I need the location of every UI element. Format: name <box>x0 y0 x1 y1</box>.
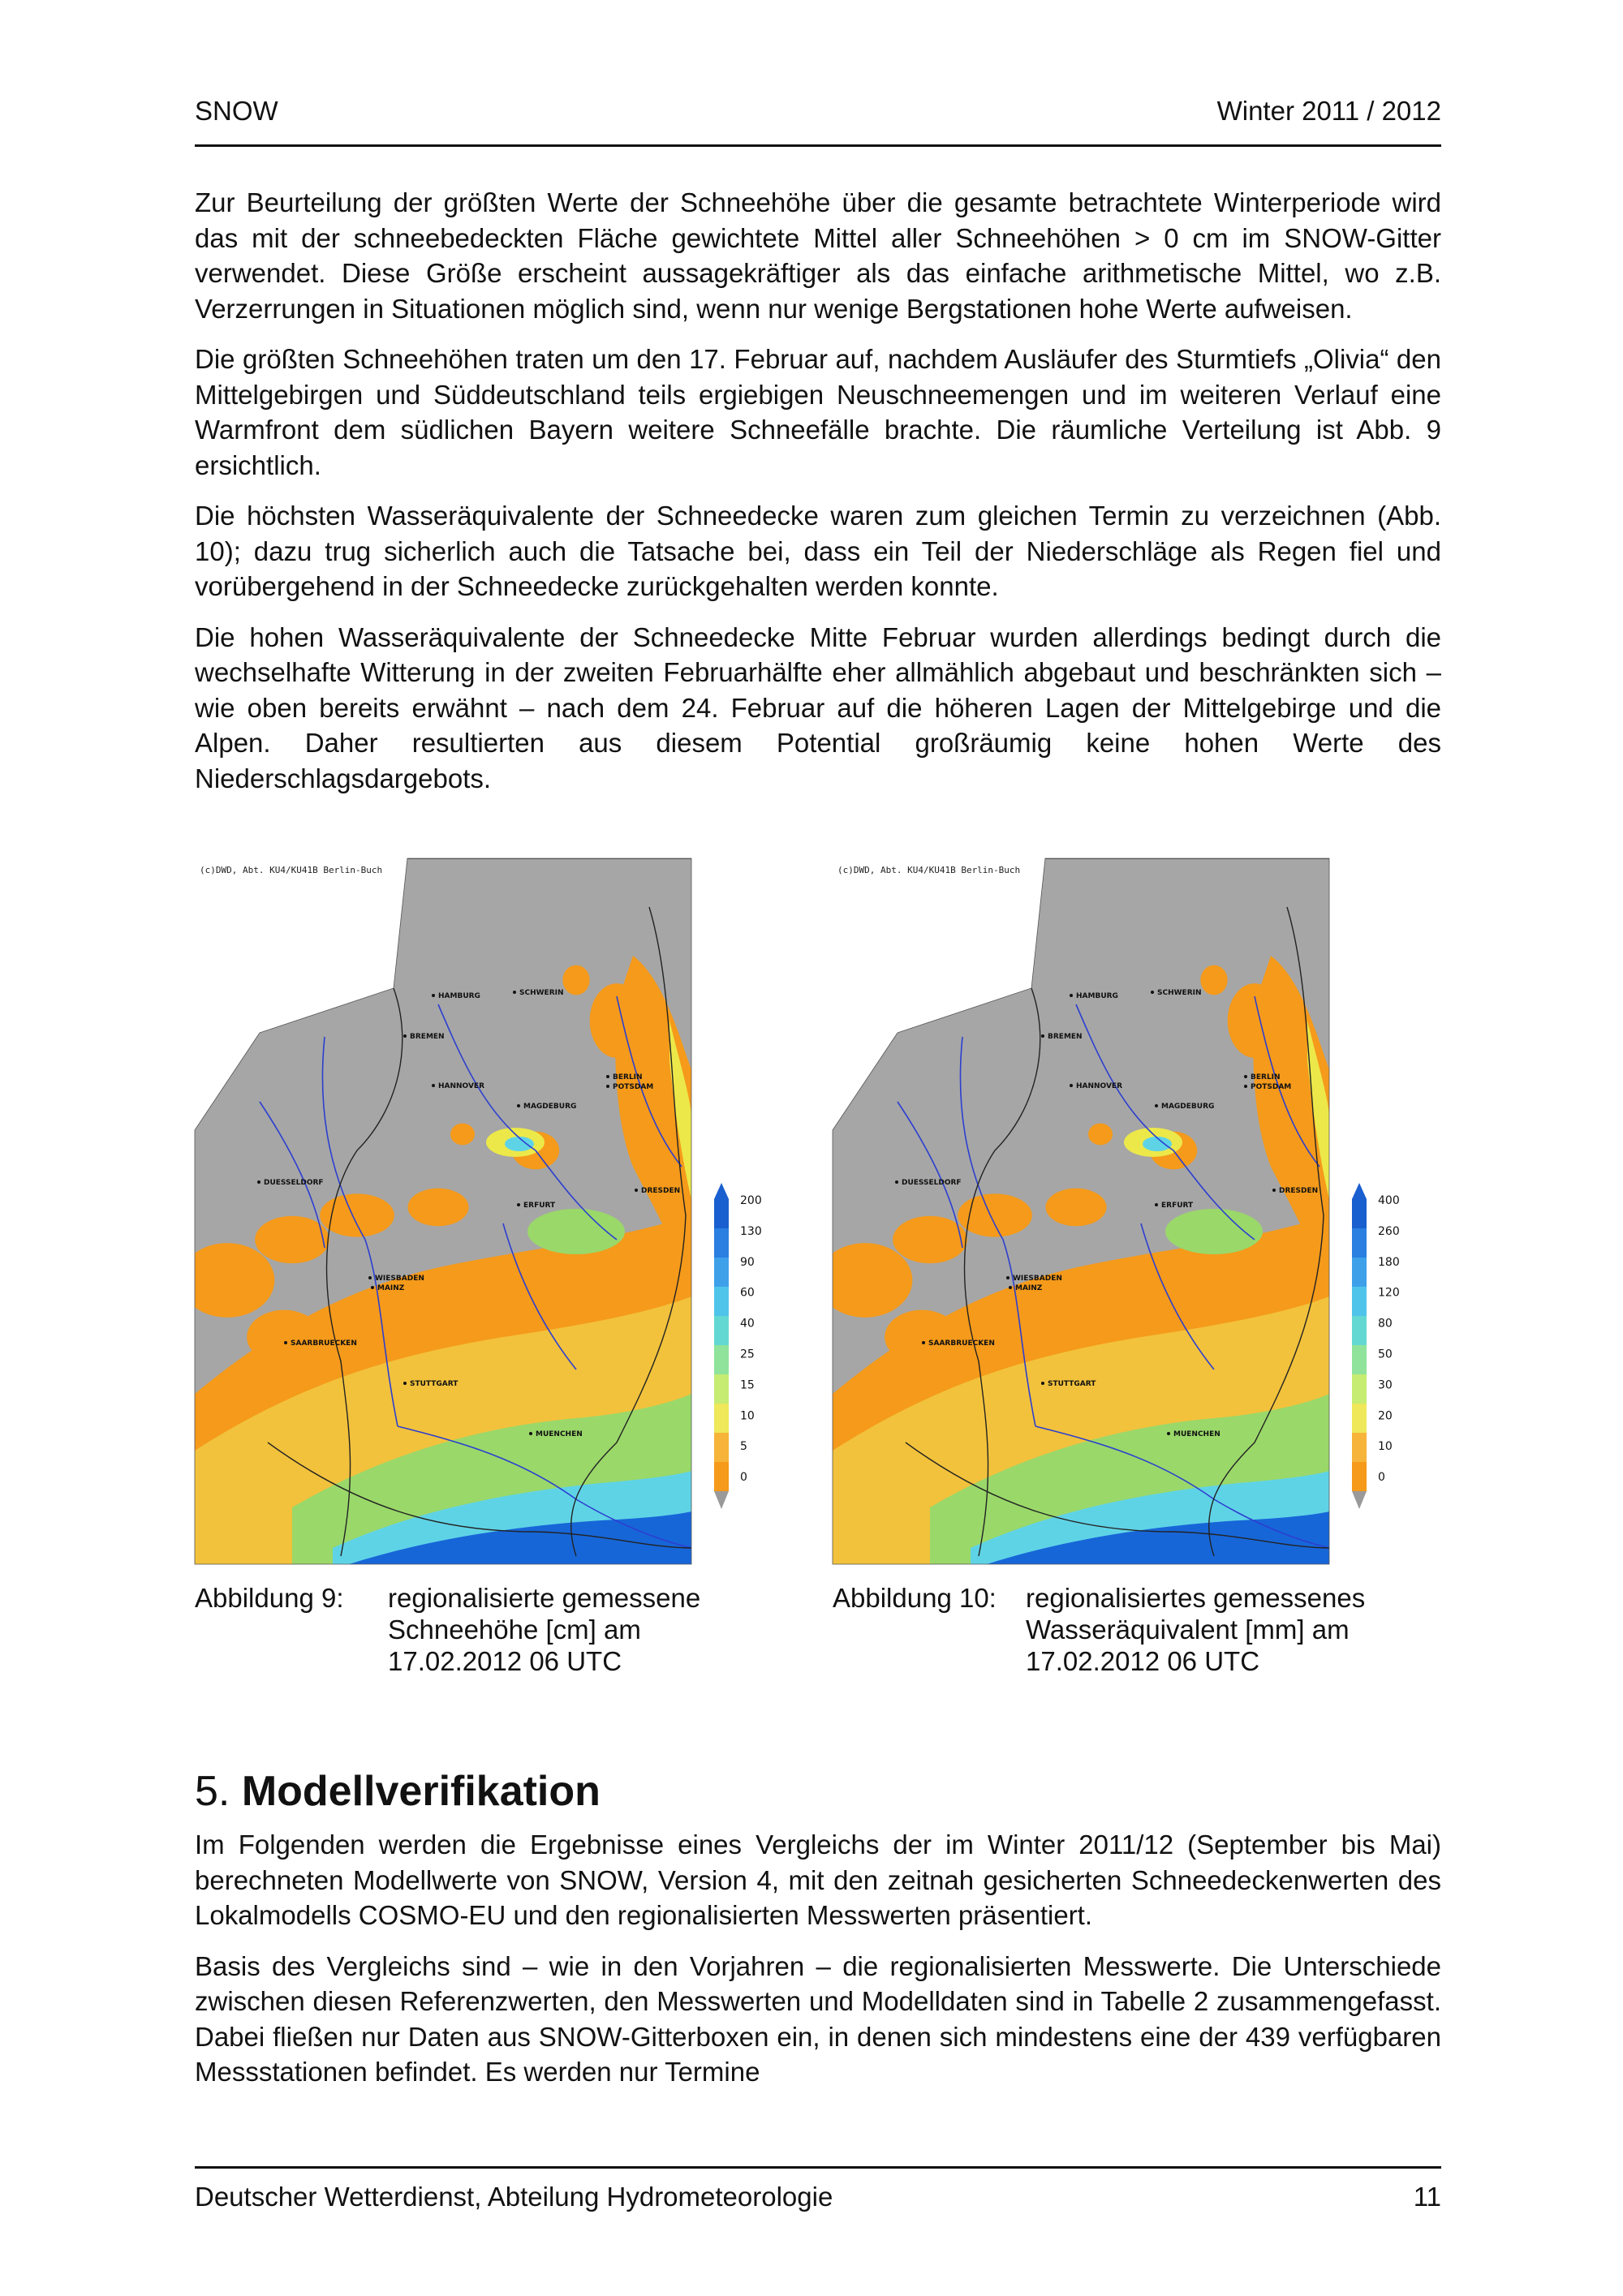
snow-patch <box>1046 1189 1107 1227</box>
legend-swatch <box>714 1345 729 1374</box>
city-label: BERLIN <box>613 1073 643 1081</box>
caption-line: 17.02.2012 06 UTC <box>1026 1646 1260 1676</box>
caption-line: regionalisiertes gemessenes <box>1026 1583 1366 1613</box>
city-marker <box>1041 1034 1044 1038</box>
section-text <box>195 1827 1441 2105</box>
legend-swatch <box>714 1258 729 1287</box>
city-marker <box>606 1085 609 1088</box>
legend-swatch <box>1352 1345 1367 1374</box>
snow-patch <box>818 1243 913 1318</box>
city-marker <box>517 1203 520 1206</box>
city-label: WIESBADEN <box>375 1275 424 1283</box>
city-label: MAINZ <box>377 1284 405 1292</box>
snow-patch <box>180 1243 275 1318</box>
legend-swatch <box>1352 1316 1367 1345</box>
city-label: HANNOVER <box>438 1082 485 1090</box>
legend-swatch <box>714 1199 729 1228</box>
page-number: 11 <box>1413 2182 1441 2212</box>
map-credit: (c)DWD, Abt. KU4/KU41B Berlin-Buch <box>200 865 383 875</box>
legend-label: 180 <box>1378 1255 1400 1269</box>
erzgebirge-snow <box>1165 1209 1263 1254</box>
legend-label: 400 <box>1378 1194 1400 1207</box>
caption-text <box>1026 1582 1431 1677</box>
paragraph: Zur Beurteilung der größten Werte der Schneehöhe über die gesamte betrachtete Winterperiode wird das mit der schneebedeckten Fläche gewichtete Mittel aller Schneehöhen > 0 cm im SNOW-Gitter verwendet. Diese Größe erscheint aussagekräftiger als das einfache arithmetische Mittel, wo z.B. Verzerrungen in Situationen möglich sind, wenn nur wenige Bergstationen hohe Werte aufweisen. <box>195 187 1441 324</box>
legend-swatch <box>714 1228 729 1258</box>
legend-label: 80 <box>1378 1317 1393 1331</box>
paragraph: Die größten Schneehöhen traten um den 17. Februar auf, nachdem Ausläufer des Sturmtiefs „Olivia“ den Mittelgebirgen und Süddeutschland teils ergiebigen Neuschneemengen und im weiteren Verlauf eine Warmfront dem südlichen Bayern weitere Schneefälle brachte. Die räumliche Verteilung ist Abb. 9 ersichtlich. <box>195 344 1441 480</box>
legend-swatch <box>1352 1433 1367 1462</box>
city-label: MAGDEBURG <box>1161 1103 1215 1111</box>
legend-swatch <box>714 1287 729 1316</box>
city-label: MUENCHEN <box>536 1430 583 1438</box>
snow-patch <box>1228 983 1282 1058</box>
map-credit: (c)DWD, Abt. KU4/KU41B Berlin-Buch <box>837 865 1021 875</box>
footer-left: Deutscher Wetterdienst, Abteilung Hydrometeorologie <box>195 2182 833 2212</box>
city-marker <box>895 1180 898 1184</box>
city-marker <box>1151 991 1154 994</box>
legend-swatch <box>1352 1199 1367 1228</box>
snow-patch <box>1088 1124 1113 1146</box>
snow-patch <box>893 1216 967 1263</box>
legend-swatch <box>714 1433 729 1462</box>
snow-patch <box>562 965 589 995</box>
city-label: BREMEN <box>1048 1033 1083 1041</box>
city-label: STUTTGART <box>1048 1380 1096 1388</box>
legend-label: 10 <box>740 1409 755 1423</box>
city-label: BREMEN <box>410 1033 445 1041</box>
figure-captions <box>195 1582 1441 1688</box>
city-label: MAGDEBURG <box>523 1103 577 1111</box>
legend-label: 15 <box>740 1378 755 1392</box>
legend-bottom-arrow <box>714 1491 729 1509</box>
legend-top-arrow <box>714 1183 729 1199</box>
header-right: Winter 2011 / 2012 <box>1216 96 1441 126</box>
city-marker <box>403 1034 407 1038</box>
water-equivalent-map <box>833 858 1400 1564</box>
city-marker <box>606 1075 609 1078</box>
snow-patch <box>408 1189 469 1227</box>
legend-label: 25 <box>740 1348 755 1361</box>
legend-label: 0 <box>740 1471 747 1485</box>
figures <box>195 858 1441 1564</box>
legend-top-arrow <box>1352 1183 1367 1199</box>
city-label: HAMBURG <box>1076 992 1118 1000</box>
section-number: 5. <box>195 1768 230 1815</box>
city-label: HANNOVER <box>1076 1082 1123 1090</box>
legend-label: 130 <box>740 1224 762 1238</box>
city-marker <box>1006 1276 1010 1279</box>
snow-patch <box>885 1310 959 1365</box>
section-title <box>195 1765 1441 1817</box>
legend-label: 200 <box>740 1194 762 1207</box>
legend-swatch <box>1352 1287 1367 1316</box>
city-marker <box>1167 1432 1170 1435</box>
legend-swatch <box>1352 1374 1367 1404</box>
city-label: DRESDEN <box>1279 1187 1319 1195</box>
section-heading <box>195 1765 1441 1817</box>
legend-label: 30 <box>1378 1378 1393 1392</box>
legend-label: 40 <box>740 1317 755 1331</box>
snow-depth-map <box>195 858 762 1564</box>
legend-label: 60 <box>740 1286 755 1300</box>
snow-patch <box>1200 965 1227 995</box>
body-text <box>195 185 1441 811</box>
legend-swatch <box>1352 1404 1367 1433</box>
city-marker <box>1155 1104 1158 1107</box>
city-label: ERFURT <box>1161 1202 1194 1210</box>
legend-label: 90 <box>740 1255 755 1269</box>
legend-swatch <box>1352 1258 1367 1287</box>
city-marker <box>368 1276 372 1279</box>
legend-label: 0 <box>1378 1471 1385 1485</box>
snow-patch <box>255 1216 329 1263</box>
city-marker <box>432 994 435 997</box>
city-label: MAINZ <box>1015 1284 1043 1292</box>
city-marker <box>1244 1075 1247 1078</box>
page-header <box>195 96 1441 147</box>
city-label: DUESSELDORF <box>902 1179 962 1187</box>
legend-label: 50 <box>1378 1348 1393 1361</box>
caption-line: Schneehöhe [cm] am <box>388 1615 641 1645</box>
city-marker <box>1244 1085 1247 1088</box>
city-label: SAARBRUECKEN <box>291 1339 357 1348</box>
city-marker <box>1009 1286 1012 1289</box>
city-label: DRESDEN <box>641 1187 681 1195</box>
legend-label: 20 <box>1378 1409 1393 1423</box>
city-marker <box>284 1341 287 1344</box>
city-marker <box>529 1432 532 1435</box>
page-footer <box>195 2166 1441 2217</box>
city-label: BERLIN <box>1251 1073 1281 1081</box>
city-marker <box>1070 1084 1073 1087</box>
map-layer <box>818 858 1329 1564</box>
caption-line: 17.02.2012 06 UTC <box>388 1646 622 1676</box>
caption-label: Abbildung 9: <box>195 1583 344 1613</box>
harz-snow-peak <box>1143 1137 1172 1151</box>
legend-label: 5 <box>740 1440 747 1454</box>
caption-label: Abbildung 10: <box>833 1583 997 1613</box>
caption-line: regionalisierte gemessene <box>388 1583 701 1613</box>
city-marker <box>257 1180 260 1184</box>
city-marker <box>1155 1203 1158 1206</box>
city-marker <box>517 1104 520 1107</box>
erzgebirge-snow <box>527 1209 625 1254</box>
legend-swatch <box>714 1374 729 1404</box>
city-marker <box>635 1189 638 1192</box>
city-marker <box>1272 1189 1276 1192</box>
city-label: STUTTGART <box>410 1380 458 1388</box>
city-label: SCHWERIN <box>1157 989 1202 997</box>
city-marker <box>1070 994 1073 997</box>
paragraph: Im Folgenden werden die Ergebnisse eines Vergleichs der im Winter 2011/12 (September bis Mai) berechneten Modellwerte von SNOW, Version 4, mit den zeitnah gesicherten Schneedeckenwerten des Lokalmodells COSMO-EU und den regionalisierten Messwerten präsentiert. <box>195 1829 1441 1930</box>
snow-depth-map-graphic <box>195 858 762 1564</box>
city-marker <box>1041 1382 1044 1385</box>
water-equivalent-map-graphic <box>833 858 1400 1564</box>
legend-label: 260 <box>1378 1224 1400 1238</box>
city-marker <box>371 1286 374 1289</box>
harz-snow-peak <box>505 1137 534 1151</box>
legend-label: 120 <box>1378 1286 1400 1300</box>
city-label: SCHWERIN <box>519 989 564 997</box>
snow-patch <box>247 1310 321 1365</box>
snow-patch <box>450 1124 475 1146</box>
city-label: POTSDAM <box>1251 1083 1292 1091</box>
city-label: ERFURT <box>523 1202 556 1210</box>
snow-patch <box>590 983 644 1058</box>
city-label: WIESBADEN <box>1013 1275 1062 1283</box>
header-left: SNOW <box>195 96 278 126</box>
city-label: POTSDAM <box>613 1083 654 1091</box>
paragraph: Die hohen Wasseräquivalente der Schneedecke Mitte Februar wurden allerdings bedingt durch die wechselhafte Witterung in der zweiten Februarhälfte eher allmählich abgebaut und beschränkten sich – wie oben bereits erwähnt – nach dem 24. Februar auf die höheren Lagen der Mittelgebirge und die Alpen. Daher resultierten aus diesem Potential großräumig keine hohen Werte des Niederschlagsdargebots. <box>195 621 1441 793</box>
legend-swatch <box>714 1462 729 1491</box>
paragraph: Basis des Vergleichs sind – wie in den Vorjahren – die regionalisierten Messwerte. Die Unterschiede zwischen diesen Referenzwerten, den Messwerten und Modelldaten sind in Tabelle 2 zusammengefasst. Dabei fließen nur Daten aus SNOW-Gitterboxen ein, in denen sich mindestens eine der 439 verfügbaren Messstationen befindet. Es werden nur Termine <box>195 1950 1441 2087</box>
caption-line: Wasseräquivalent [mm] am <box>1026 1615 1350 1645</box>
legend-swatch <box>714 1316 729 1345</box>
caption-text <box>388 1582 794 1677</box>
city-label: SAARBRUECKEN <box>928 1339 995 1348</box>
section-title-text: Modellverifikation <box>241 1768 601 1815</box>
legend-swatch <box>1352 1228 1367 1258</box>
legend-bottom-arrow <box>1352 1491 1367 1509</box>
city-label: HAMBURG <box>438 992 480 1000</box>
legend-label: 10 <box>1378 1440 1393 1454</box>
city-marker <box>403 1382 407 1385</box>
map-layer <box>180 858 691 1564</box>
city-marker <box>513 991 516 994</box>
city-label: MUENCHEN <box>1173 1430 1220 1438</box>
paragraph: Die höchsten Wasseräquivalente der Schneedecke waren zum gleichen Termin zu verzeichnen (Abb. 10); dazu trug sicherlich auch die Tatsache bei, dass ein Teil der Niederschläge als Regen fiel und vorübergehend in der Schneedecke zurückgehalten werden konnte. <box>195 501 1441 601</box>
city-label: DUESSELDORF <box>264 1179 324 1187</box>
legend-swatch <box>1352 1462 1367 1491</box>
city-marker <box>432 1084 435 1087</box>
legend-swatch <box>714 1404 729 1433</box>
city-marker <box>922 1341 925 1344</box>
